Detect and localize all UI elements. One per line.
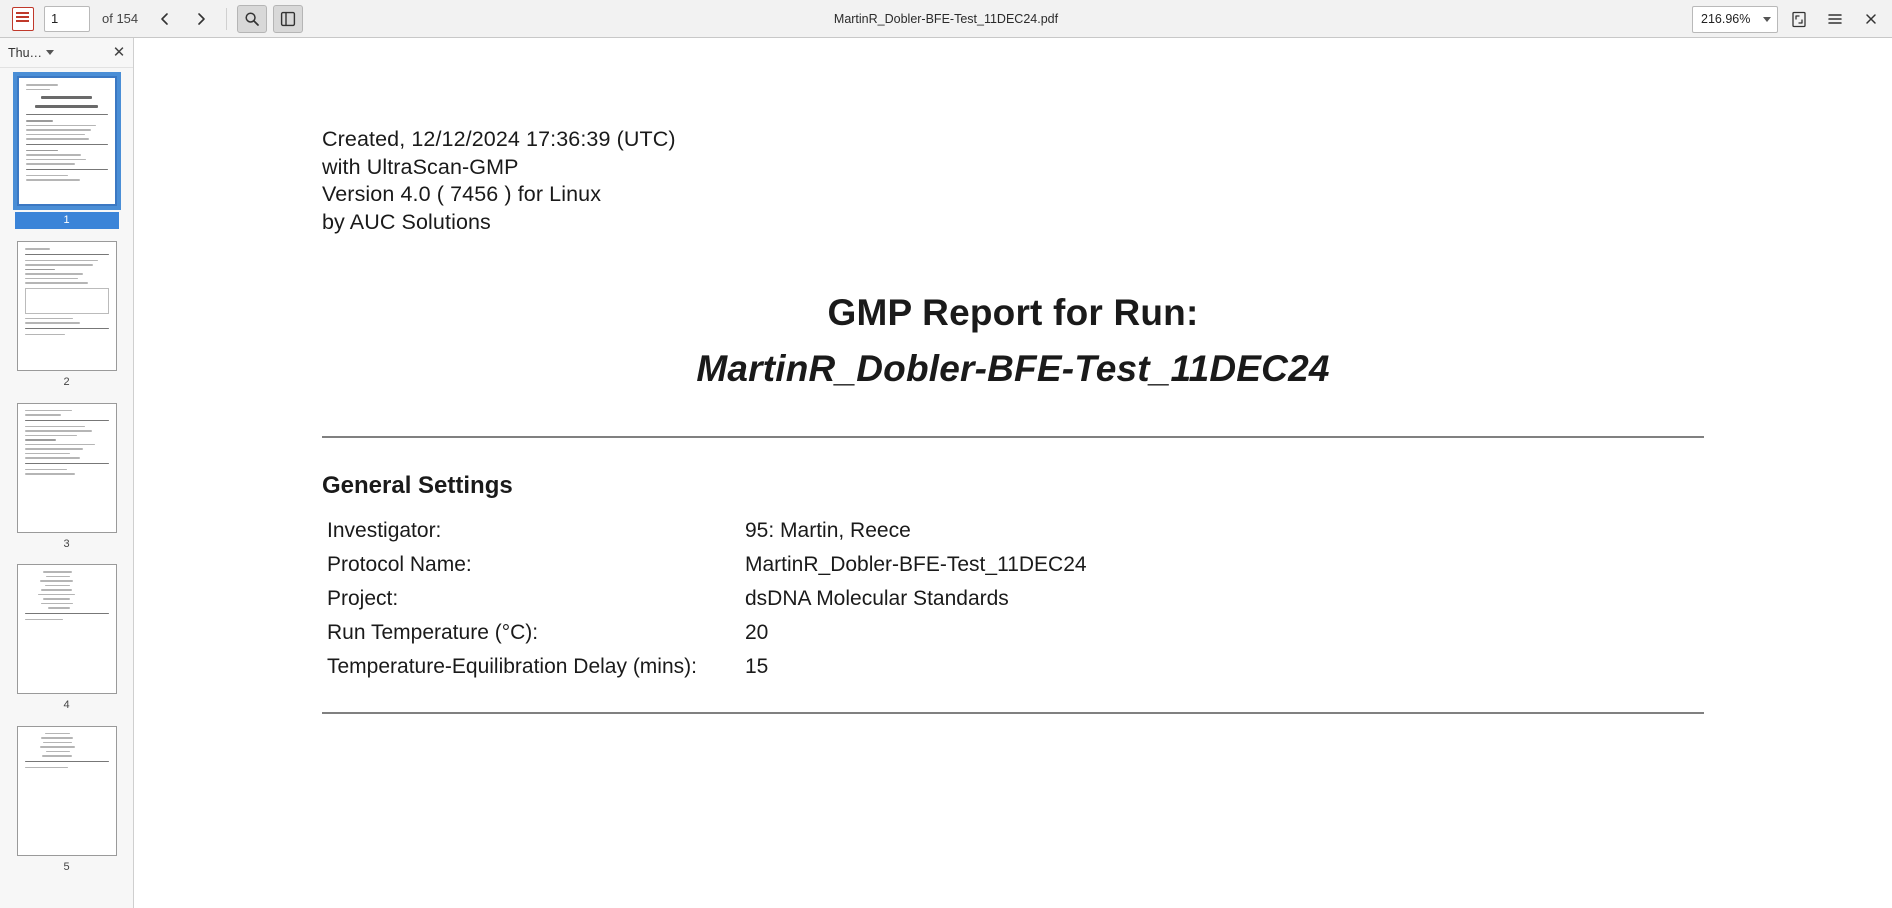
- with-line: with UltraScan-GMP: [322, 154, 519, 179]
- settings-value: MartinR_Dobler-BFE-Test_11DEC24: [745, 553, 1087, 577]
- title-divider: [322, 436, 1704, 438]
- search-icon: [244, 11, 260, 27]
- settings-row: [322, 616, 1704, 650]
- settings-key: Protocol Name:: [327, 553, 472, 577]
- zoom-level-select[interactable]: [1692, 6, 1778, 33]
- menu-button[interactable]: [1820, 5, 1850, 33]
- fit-page-button[interactable]: [1784, 5, 1814, 33]
- sidebar-toggle-icon: [280, 11, 296, 27]
- thumbnail-preview: [17, 403, 117, 533]
- page-total-label: of 154: [102, 11, 139, 26]
- toolbar-right-group: [1692, 0, 1886, 38]
- toolbar-separator: [226, 8, 227, 30]
- next-page-button[interactable]: [186, 5, 216, 33]
- page-number-input[interactable]: [44, 6, 90, 32]
- thumbnail-preview: [17, 76, 117, 206]
- settings-row: [322, 650, 1704, 684]
- thumbnail-number: 5: [63, 860, 70, 873]
- thumbnail-item[interactable]: [17, 403, 117, 552]
- settings-value: 15: [745, 655, 769, 679]
- toolbar-left-group: [8, 5, 303, 33]
- pdf-page-content: [234, 38, 1792, 714]
- thumbnail-number: 1: [15, 212, 119, 229]
- pdf-document-icon[interactable]: [8, 5, 38, 33]
- fit-page-icon: [1791, 11, 1807, 28]
- chevron-down-icon[interactable]: [46, 50, 54, 55]
- thumbnail-number: 2: [63, 376, 70, 389]
- zoom-level-value: 216.96%: [1701, 12, 1751, 26]
- report-title-line1: GMP Report for Run:: [827, 292, 1199, 334]
- document-title: MartinR_Dobler-BFE-Test_11DEC24.pdf: [833, 11, 1059, 26]
- document-meta-block: [322, 126, 1792, 236]
- more-options-icon: [1865, 13, 1877, 25]
- chevron-right-icon: [194, 12, 208, 26]
- settings-key: Run Temperature (°C):: [327, 621, 539, 645]
- toolbar: [0, 0, 1892, 38]
- settings-row: [322, 514, 1704, 548]
- chevron-left-icon: [158, 12, 172, 26]
- settings-key: Investigator:: [327, 519, 442, 543]
- previous-page-button[interactable]: [150, 5, 180, 33]
- general-settings-section: [322, 472, 1704, 684]
- thumbnail-preview: [17, 241, 117, 371]
- report-title-line2: MartinR_Dobler-BFE-Test_11DEC24: [696, 348, 1330, 390]
- thumbnail-item[interactable]: [15, 76, 119, 229]
- thumbnail-preview: [17, 564, 117, 694]
- close-sidebar-button[interactable]: ✕: [112, 44, 126, 61]
- pdf-logo-shape: [12, 7, 34, 31]
- thumbnail-list[interactable]: [0, 68, 133, 908]
- created-line: Created, 12/12/2024 17:36:39 (UTC): [322, 127, 676, 151]
- thumbnail-number: 4: [63, 699, 70, 712]
- search-button[interactable]: [237, 5, 267, 33]
- section-divider: [322, 712, 1704, 714]
- pdf-page-1: [134, 38, 1892, 908]
- thumbnail-number: 3: [63, 537, 70, 550]
- settings-row: [322, 548, 1704, 582]
- thumbnail-item[interactable]: [17, 726, 117, 875]
- pdf-viewer[interactable]: [134, 38, 1892, 908]
- app-body: [0, 38, 1892, 908]
- thumbnail-item[interactable]: [17, 564, 117, 713]
- sidebar-header: [0, 38, 133, 68]
- settings-key: Temperature-Equilibration Delay (mins):: [327, 655, 697, 679]
- thumbnail-sidebar: [0, 38, 134, 908]
- thumbnail-preview: [17, 726, 117, 856]
- settings-value: 95: Martin, Reece: [745, 519, 911, 543]
- by-line: by AUC Solutions: [322, 209, 491, 234]
- settings-key: Project:: [327, 587, 399, 611]
- thumbnail-item[interactable]: [17, 241, 117, 390]
- chevron-down-icon: [1763, 17, 1771, 22]
- report-title-block: [234, 292, 1792, 390]
- sidebar-toggle-button[interactable]: [273, 5, 303, 33]
- settings-value: dsDNA Molecular Standards: [745, 587, 1009, 611]
- hamburger-menu-icon: [1827, 11, 1843, 27]
- version-line: Version 4.0 ( 7456 ) for Linux: [322, 182, 602, 207]
- settings-value: 20: [745, 621, 769, 645]
- section-heading: General Settings: [322, 472, 513, 500]
- more-options-button[interactable]: [1856, 5, 1886, 33]
- sidebar-panel-label: Thu…: [8, 45, 43, 60]
- settings-row: [322, 582, 1704, 616]
